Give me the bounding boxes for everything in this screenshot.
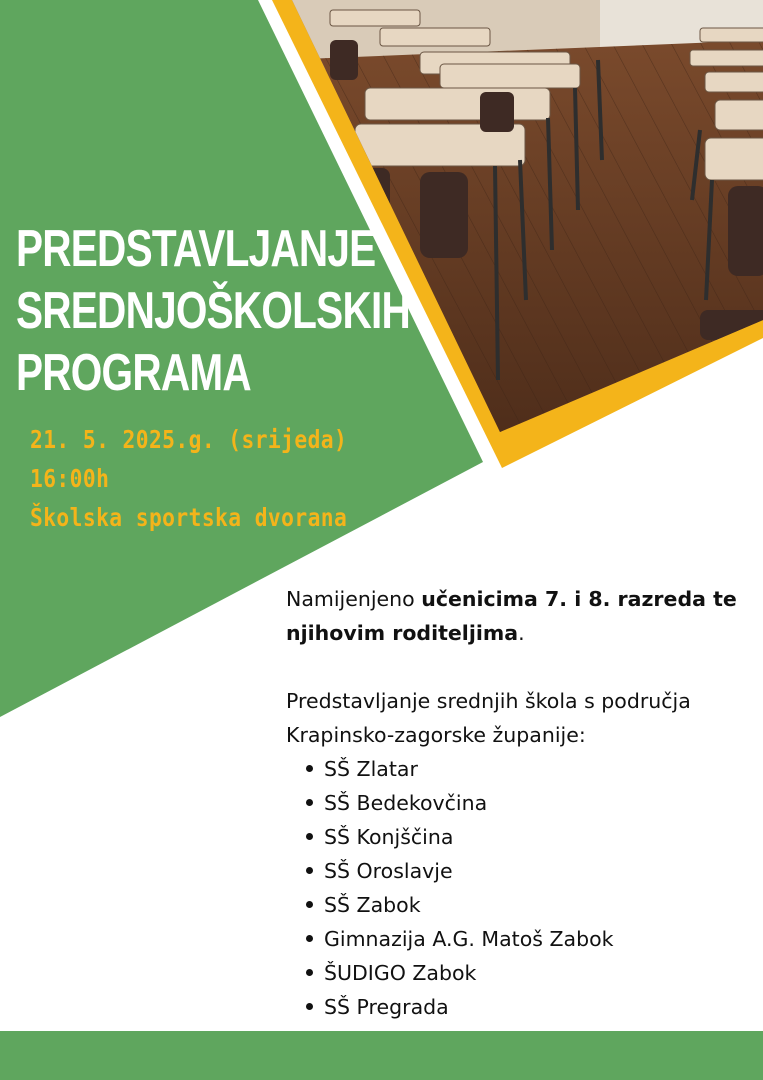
audience-suffix: . — [518, 621, 525, 645]
school-list — [286, 752, 756, 1024]
school-item-oroslavje: SŠ Oroslavje — [306, 854, 756, 888]
page-title — [16, 218, 410, 404]
main-content — [286, 582, 756, 1024]
paragraph-gap — [286, 650, 756, 684]
event-info — [30, 420, 347, 537]
school-item-pregrada: SŠ Pregrada — [306, 990, 756, 1024]
event-location: Školska sportska dvorana — [30, 503, 348, 532]
school-item-sudigo: ŠUDIGO Zabok — [306, 956, 756, 990]
event-time: 16:00h — [30, 464, 110, 493]
event-date: 21. 5. 2025.g. (srijeda) — [30, 425, 348, 454]
title-line-2: SREDNJOŠKOLSKIH — [16, 282, 410, 340]
schools-intro: Predstavljanje srednjih škola s područja Krapinsko-zagorske županije: — [286, 689, 691, 747]
school-item-konjscina: SŠ Konjščina — [306, 820, 756, 854]
school-item-zlatar: SŠ Zlatar — [306, 752, 756, 786]
audience-paragraph — [286, 582, 756, 650]
footer-bar — [0, 1031, 763, 1080]
school-item-gimnazija: Gimnazija A.G. Matoš Zabok — [306, 922, 756, 956]
audience-highlight: učenicima 7. i 8. razreda te njihovim roditeljima — [286, 587, 737, 645]
school-item-bedekovcina: SŠ Bedekovčina — [306, 786, 756, 820]
title-line-3: PROGRAMA — [16, 344, 251, 402]
audience-prefix: Namijenjeno — [286, 587, 422, 611]
school-item-zabok: SŠ Zabok — [306, 888, 756, 922]
title-line-1: PREDSTAVLJANJE — [16, 220, 376, 278]
